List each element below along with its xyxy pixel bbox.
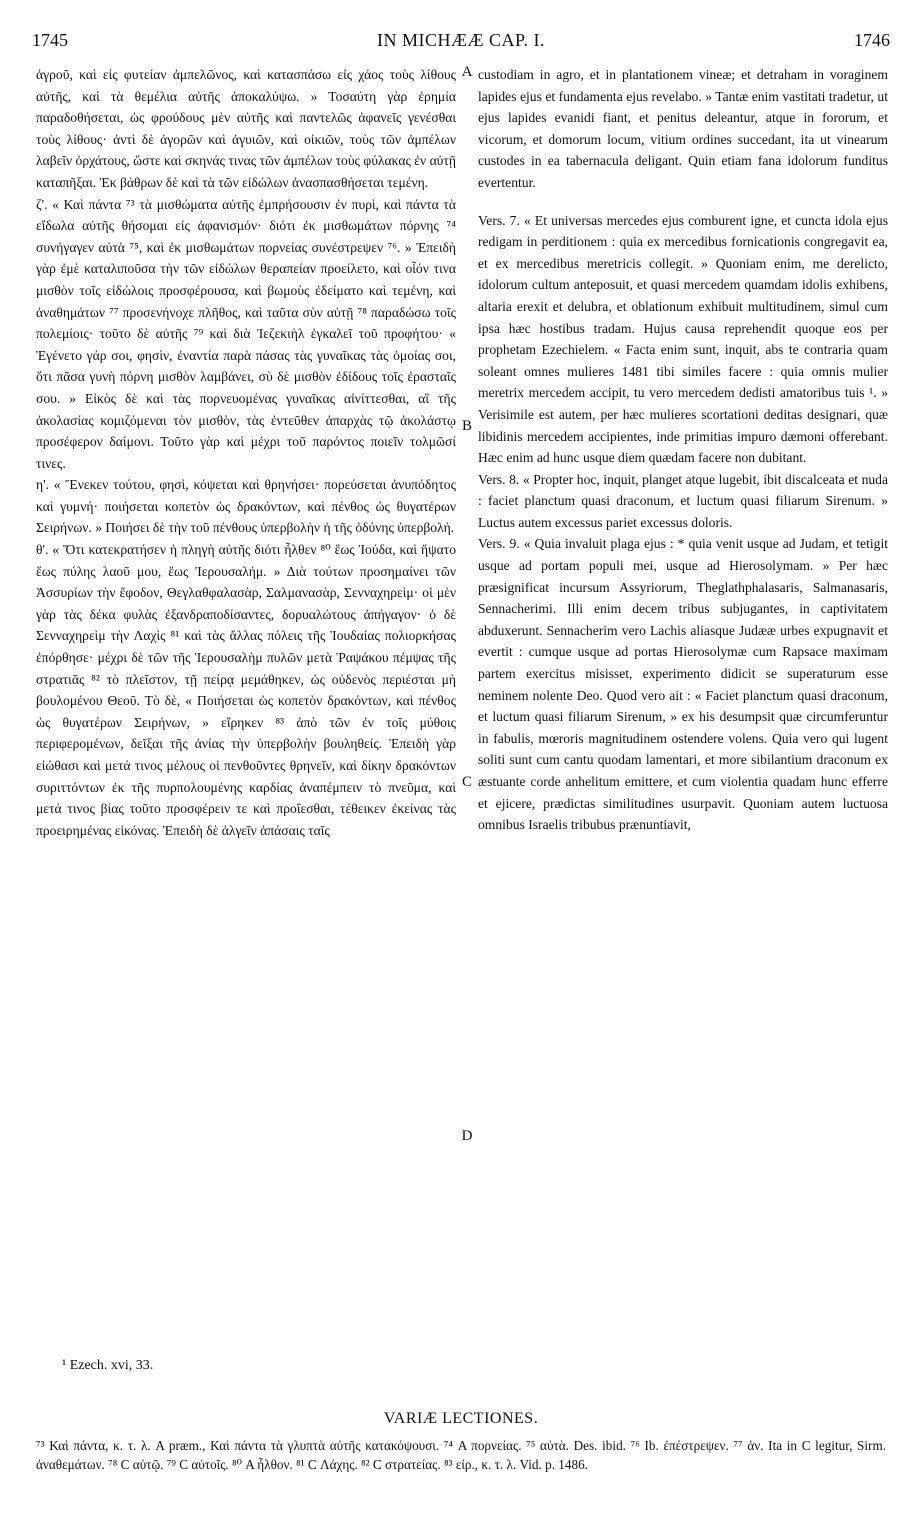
footnote: ¹ Ezech. xvi, 33. — [62, 1358, 154, 1373]
latin-paragraph: custodiam in agro, et in plantationem vineæ; et detraham in voraginem lapides ejus et fundamenta ejus revelabo. » Tantæ enim vastitati tradetur, ut ejus lapides evanidi fiant, et penitus deleantur, atque in fororum, et vicorum, et domorum locum, vitium ordines succedant, ita ut vinearum custodes in ea tabernacula deligant. Quin etiam fana idolorum funditus evertentur. — [478, 67, 888, 190]
page-number-right: 1746 — [854, 30, 890, 50]
greek-paragraph: η'. « Ἕνεκεν τούτου, φησὶ, κόψεται καὶ θρηνήσει· πορεύσεται ἀνυπόδητος καὶ γυμνή· ποιήσεται κοπετὸν ὡς δρακόντων, καὶ πένθος ὡς θυγατέρων Σειρήνων. » Ποιήσει δὲ τὴν τοῦ πένθους ὑπερβολὴν ἡ τῆς ὀδύνης ὑπερβολή. — [36, 477, 456, 536]
running-title: IN MICHÆÆ CAP. I. — [376, 30, 546, 50]
greek-column — [36, 64, 456, 1332]
margin-marker-a: A — [461, 64, 473, 80]
margin-marker-c: C — [461, 774, 472, 790]
variae-lectiones-title: VARIÆ LECTIONES. — [383, 1410, 539, 1427]
latin-paragraph: Vers. 9. « Quia invaluit plaga ejus : * quia venit usque ad Judam, et tetigit usque ad portam populi mei, usque ad Hierosolymam. » Per hæc præsignificat incursum Assyriorum, Theglathphalasaris, Salmanasaris, Sennacherimi. Illi enim decem tribus subjugantes, in captivitatem abduxerunt. Sennacherim vero Lachis aliasque Judææ urbes expugnavit et evertit : cumque usque ad portas Hierosolymæ cum Rapsace maximam partem exercitus misisset, experimento didicit se superaturum esse neminem nolente Deo. Quod vero ait : « Faciet planctum quasi draconum, et luctum quasi filiarum Sirenum, » ex his desumpsit quæ circumferuntur in fabulis, mœroris magnitudinem ostendere volens. Quia vero qui lugent soliti sunt cum cantu quodam lamentari, et more sibilantium draconum ex æstuante corde anhelitum emittere, et cum violentia quadam hunc efferre et ejicere, prædictas similitudines usurpavit. Quoniam autem luctuosa omnibus Israelis tribubus prænuntiavit, — [478, 536, 888, 833]
variae-lectiones-text: ⁷³ Καὶ πάντα, κ. τ. λ. A præm., Καὶ πάντα τὰ γλυπτὰ αὐτῆς κατακόψουσι. ⁷⁴ A πορνείας. ⁷⁵ αὐτὰ. Des. ibid. ⁷⁶ Ib. ἐπέστρεψεν. ⁷⁷ ἀν. Ita in C legitur, Sirm. ἀναθεμάτων. ⁷⁸ C αὐτῷ. ⁷⁹ C αὐτοῖς. ⁸⁰ A ἦλθον. ⁸¹ C Λάχης. ⁸² C στρατείας. ⁸³ εἰρ., κ. τ. λ. Vid. p. 1486. — [36, 1438, 886, 1472]
greek-paragraph: ἀγροῦ, καὶ εἰς φυτείαν ἀμπελῶνος, καὶ κατασπάσω εἰς χάος τοὺς λίθους αὐτῆς, καὶ τὰ θεμέλια αὐτῆς ἀποκαλύψω. » Τοσαύτη γὰρ ἐρημία παραδοθήσεται, ὡς φρούδους μὲν αὐτῆς καὶ παντελῶς ἀφανεῖς γενέσθαι τοὺς λίθους· ἀντὶ δὲ ἀγορῶν καὶ ἀγυιῶν, καὶ οἰκιῶν, τοὺς τῶν ἀμπέλων λαβεῖν ὀρχάτους, ὥστε καὶ σκηνάς τινας τῶν ἀμπέλων τοὺς φύλακας ἐν αὐτῇ καταπῆξαι. Ἐκ βάθρων δὲ καὶ τὰ τῶν εἰδώλων ἀνασπασθήσεται τεμένη. — [36, 67, 456, 190]
page-header — [32, 28, 890, 54]
latin-paragraph: Vers. 8. « Propter hoc, inquit, planget atque lugebit, ibit discalceata et nuda : faciet planctum quasi draconum, et luctum quasi filiarum Sirenum. » Luctus autem excessus pariet excessus doloris. — [478, 471, 888, 530]
latin-paragraph: Vers. 7. « Et universas mercedes ejus comburent igne, et cuncta idola ejus redigam in perditionem : quia ex mercedibus fornicationis congregavit ea, et ex mercedibus meretricis collegit. » Quoniam enim, me derelicto, idolorum cultum anteposuit, et quasi mercedem quamdam idolis exhibens, altaria erexit et delubra, et oblationum exhibuit multitudinem, simul cum ipsa hæc hostibus tradam. Hujus causa reprehendit quoque eos per prophetam Ezechielem. « Facta enim sunt, inquit, abs te contraria quam soleant omnes mulieres 1481 tibi similes facere : quia omnis mulier meretrix mercedem accipit, tu vero mercedem dedisti amatoribus tuis ¹. » Verisimile est autem, per hæc mulieres scortationi deditas designari, quæ libidinis mercedem accipientes, inde primitias impuro dæmoni offerebant. Hæc enim ad hunc usque diem quædam facere non dubitant. — [478, 212, 888, 466]
margin-marker-b: B — [461, 418, 472, 434]
latin-column — [478, 64, 888, 1332]
greek-paragraph: θ'. « Ὅτι κατεκρατήσεν ἡ πληγὴ αὐτῆς διότι ἦλθεν ⁸⁰ ἕως Ἰούδα, καὶ ἥψατο ἕως πύλης λαοῦ μου, ἕως Ἱερουσαλήμ. » Διὰ τούτων προσημαίνει τῶν Ἀσσυρίων τὴν ἔφοδον, Θεγλαθφαλασὰρ, Σαλμανασὰρ, Σενναχηρεὶμ· οἱ μὲν γὰρ τὰς δέκα φυλὰς ἐξανδραποδίσαντες, δορυαλώτους ἀπήγαγον· ὁ δὲ Σενναχηρεὶμ τὴν Λαχὶς ⁸¹ καὶ τὰς ἄλλας πόλεις τῆς Ἰουδαίας πολιορκήσας ἐπόρθησε· μέχρι δὲ τῶν τῆς Ἱερουσαλὴμ πυλῶν μετὰ Ῥαψάκου πέμψας τῆς στρατιᾶς ⁸² τὸ πλεῖστον, τῇ πείρᾳ μεμάθηκεν, ὡς οὐδενὸς περιέσται μὴ βουλομένου Θεοῦ. Τὸ δὲ, « Ποιήσεται ὡς κοπετὸν δρακόντων, καὶ πένθος ὡς θυγατέρων Σειρήνων, » εἴρηκεν ⁸³ ἀπὸ τῶν ἐν τοῖς μύθοις περιφερομένων, δεῖξαι τῆς ἀνίας τὴν ὑπερβολὴν βουληθείς. Ἐπειδὴ γὰρ εἰώθασι καὶ μετά τινος μέλους οἱ πενθοῦντες θρηνεῖν, καὶ δίκην δρακόντων συριττόντων ἐκ τῆς πυρπολουμένης καρδίας ἀναπέμπειν τὸ πνεῦμα, καὶ μετά τινος βίας τοῦτο προσφέρειν τε καὶ προΐεσθαι, τέθεικεν ἐκείνας τὰς προειρημένας εἰκόνας. Ἐπειδὴ δὲ ἀλγεῖν ἁπάσαις ταῖς — [36, 542, 456, 838]
page-number-left: 1745 — [32, 30, 68, 50]
margin-marker-d: D — [461, 1128, 473, 1144]
greek-paragraph: ζ'. « Καὶ πάντα ⁷³ τὰ μισθώματα αὐτῆς ἐμπρήσουσιν ἐν πυρὶ, καὶ πάντα τὰ εἴδωλα αὐτῆς θήσομαι εἰς ἀφανισμόν· διότι ἐκ μισθωμάτων πόρνης ⁷⁴ συνήγαγεν αὐτὰ ⁷⁵, καὶ ἐκ μισθωμάτων πορνείας συνέστρεψεν ⁷⁶. » Ἐπειδὴ γὰρ ἐμὲ καταλιποῦσα τὴν τῶν εἰδώλων θεραπείαν προείλετο, καὶ οἷόν τινα μισθὸν τοῖς εἰδώλοις προσφέρουσα, καὶ βωμοὺς ἐδείματο καὶ τεμένη, καὶ ἀναθημάτων ⁷⁷ προσενήνοχε πλῆθος, καὶ ταῦτα σὺν αὐτῇ ⁷⁸ παραδώσω τοῖς πολεμίοις· τοῦτο δὲ αὐτῆς ⁷⁹ καὶ διὰ Ἰεζεκιὴλ ἐγκαλεῖ τοῦ προφήτου· « Ἐγένετο γάρ σοι, φησὶν, ἐναντία παρὰ πάσας τὰς γυναῖκας τὰς ὁμοίας σοι, ὅτι πᾶσα γυνὴ πόρνη μισθὸν λαμβάνει, σὺ δὲ μισθὸν ἐδίδους τοῖς ἐρασταῖς σου. » Εἰκὸς δὲ καὶ τὰς πορνευομένας γυναῖκας αἰνίττεσθαι, αἳ τῆς ἀκολασίας κομιζόμεναι τὸν μισθὸν, τὰς ἐντεῦθεν ἀπαρχὰς τῷ ἀκολάστῳ προσέφερον δαίμονι. Τοῦτο γὰρ καὶ μέχρι τοῦ παρόντος ποιεῖν τολμῶσί τινες. — [36, 196, 456, 471]
